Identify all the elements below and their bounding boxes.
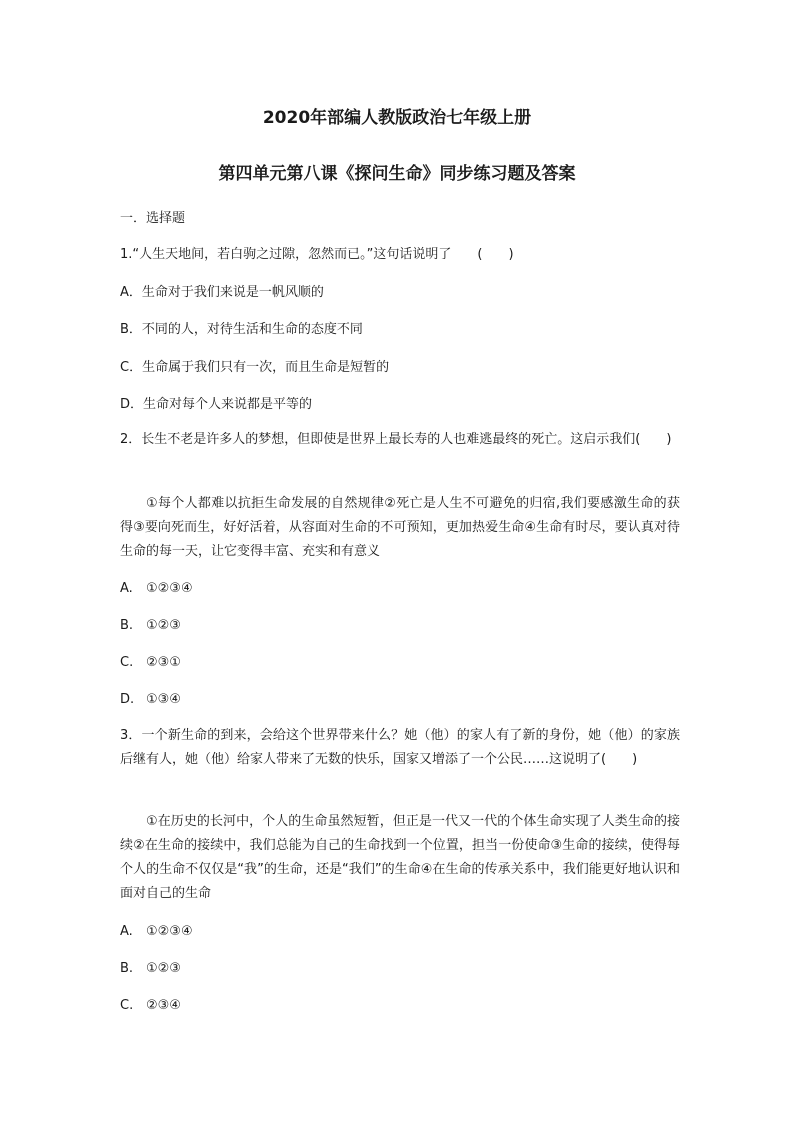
question-2-stem: 2．长生不老是许多人的梦想，但即使是世界上最长寿的人也难逃最终的死亡。这启示我们( ): [120, 432, 672, 447]
option-letter: A.: [120, 924, 133, 939]
option-text: ①②③: [146, 961, 181, 976]
question-1-option-b: B．不同的人，对待生活和生命的态度不同: [120, 322, 363, 337]
question-2-option-c: [120, 651, 680, 675]
question-3-statements: ①在历史的长河中，个人的生命虽然短暂，但正是一代又一代的个体生命实现了人类生命的接续②在生命的接续中，我们总能为自己的生命找到一个位置，担当一份使命③生命的接续，使得每个人的生命不仅仅是“我”的生命，还是“我们”的生命④在生命的传承关系中，我们能更好地认识和面对自己的生命: [120, 814, 680, 901]
question-1-option-d: D．生命对每个人来说都是平等的: [120, 397, 313, 412]
option-text: ①②③: [146, 618, 181, 633]
option-letter: D.: [120, 692, 135, 707]
question-2-option-b: [120, 614, 680, 638]
option-text: ②③①: [146, 655, 181, 670]
question-3-option-c: [120, 994, 680, 1018]
question-1-stem: 1.“人生天地间，若白驹之过隙，忽然而已。”这句话说明了 ( ): [120, 247, 514, 262]
option-letter: A.: [120, 581, 133, 596]
question-2-option-a: [120, 577, 680, 601]
option-text: ①②③④: [146, 581, 193, 596]
question-3-stem: 3．一个新生命的到来，会给这个世界带来什么？她（他）的家人有了新的身份，她（他）的家族后继有人，她（他）给家人带来了无数的快乐，国家又增添了一个公民……这说明了( ): [120, 728, 680, 767]
option-letter: B.: [120, 961, 134, 976]
question-2-statements: ①每个人都难以抗拒生命发展的自然规律②死亡是人生不可避免的归宿,我们要感激生命的获得③要向死而生，好好活着，从容面对生命的不可预知，更加热爱生命④生命有时尽，要认真对待生命的每一天，让它变得丰富、充实和有意义: [120, 496, 680, 559]
option-text: ②③④: [146, 998, 181, 1013]
document-title: 2020年部编人教版政治七年级上册: [262, 108, 532, 128]
option-text: ①③④: [146, 692, 181, 707]
question-1-option-a: A．生命对于我们来说是一帆风顺的: [120, 285, 324, 300]
question-1-option-c: C．生命属于我们只有一次，而且生命是短暂的: [120, 360, 390, 375]
option-letter: C.: [120, 998, 134, 1013]
document-subtitle: 第四单元第八课《探问生命》同步练习题及答案: [218, 164, 576, 184]
option-letter: B.: [120, 618, 134, 633]
section-heading: 一．选择题: [120, 211, 186, 226]
question-3-option-a: [120, 920, 680, 944]
option-text: ①②③④: [146, 924, 193, 939]
question-2-option-d: [120, 688, 680, 712]
option-letter: C.: [120, 655, 134, 670]
question-3-option-b: [120, 957, 680, 981]
